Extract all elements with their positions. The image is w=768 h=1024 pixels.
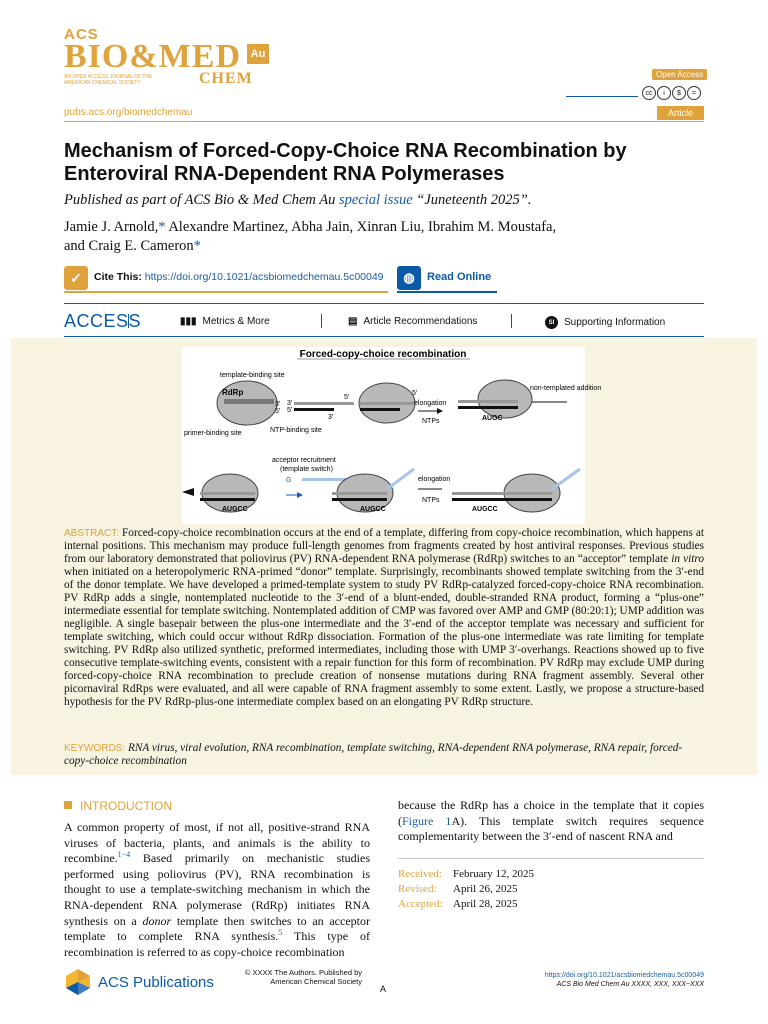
intro-text: A). This template switch requires sequence complementarity between the 3′-end of nascent RNA and — [398, 813, 704, 844]
intro-text: Based primarily on mechanistic studies performed using poliovirus (PV), RNA recombination is thought to use a template-switching mechanism in which the RNA-dependent RNA polymerase (RdRp) initiates RNA synthesis on a — [64, 851, 370, 928]
article-title: Mechanism of Forced-Copy-Choice RNA Recombination by Enteroviral RNA-Dependent RNA Polymerases — [64, 140, 627, 185]
supporting-info-button[interactable] — [545, 316, 665, 329]
footer-journal-ref: ACS Bio Med Chem Au XXXX, XXX, XXX−XXX — [556, 981, 704, 988]
recommendations-button[interactable] — [348, 316, 477, 327]
intro-donor: donor — [142, 913, 172, 928]
abstract-text — [64, 527, 704, 709]
page-number: A — [380, 984, 387, 994]
globe-icon[interactable]: ◍ — [397, 266, 421, 290]
license-divider — [566, 96, 638, 97]
label-ntps: NTPs — [422, 497, 440, 504]
label-ntps: NTPs — [422, 418, 440, 425]
read-online-link[interactable]: Read Online — [427, 271, 492, 283]
section-heading-text: INTRODUCTION — [80, 799, 172, 813]
label-3g: G — [286, 477, 292, 484]
article-dates — [398, 867, 534, 912]
si-icon: SI — [545, 316, 558, 329]
metrics-button[interactable] — [180, 316, 270, 327]
logo-acs-text: ACS — [64, 26, 99, 43]
author-list — [64, 218, 704, 256]
label-rdrp: RdRp — [222, 388, 244, 397]
read-online-underline — [397, 291, 497, 293]
label-elongation: elongation — [418, 476, 451, 483]
logo-au-badge: Au — [247, 44, 269, 64]
label-acceptor-recruitment: acceptor recruitment — [272, 457, 336, 464]
acs-publications-logo[interactable] — [64, 968, 214, 996]
label-5-prime: 5' — [344, 394, 350, 401]
by-icon: i — [657, 86, 671, 100]
intro-text: template then switches to an acceptor template to complete RNA synthesis. — [64, 913, 370, 944]
cc-icon: cc — [642, 86, 656, 100]
label-5-prime: 5' — [287, 407, 293, 414]
keywords-text: RNA virus, viral evolution, RNA recombination, template switching, RNA-dependent RNA polymerase, RNA repair, forced-copy-choice recombination — [64, 742, 683, 767]
revised-label: Revised: — [398, 883, 437, 895]
section-heading — [64, 799, 172, 813]
corresponding-star[interactable]: * — [158, 219, 166, 235]
acs-publications-text: ACS Publications — [98, 973, 214, 991]
special-issue-link[interactable]: special issue — [338, 192, 413, 208]
bar-chart-icon: ▮▮▮ — [180, 316, 197, 327]
label-primer-binding-site: primer-binding site — [184, 430, 242, 437]
nd-icon: = — [687, 86, 701, 100]
authors-rest[interactable]: Alexandre Martinez, Abha Jain, Xinran Liu, Ibrahim M. Moustafa, — [165, 219, 557, 235]
accepted-label: Accepted: — [398, 898, 443, 910]
label-ntp-binding-site: NTP-binding site — [270, 427, 322, 434]
cite-label: Cite This: — [94, 271, 142, 283]
intro-text: A common property of most, if not all, positive-strand RNA viruses of bacteria, plants, and animals is the ability to recombine. — [64, 820, 370, 866]
received-label: Received: — [398, 868, 442, 880]
label-template-binding-site: template-binding site — [220, 372, 285, 379]
intro-left-column — [64, 820, 370, 960]
journal-logo — [64, 26, 274, 90]
label-3-prime: 3' — [275, 401, 281, 408]
abstract-part-2: when initiated on a heteropolymeric RNA-primed “donor” template. Surprisingly, recombinants showed template switching from the 3′-end of the donor template. We have developed a primed-template system to study PV RdRp-catalyzed forced-copy-choice RNA recombination. PV RdRp adds a single, nontemplated nucleotide to the 3′-end of a blunt-ended, double-stranded RNA product, forming a “plus-one” intermediate essential for template switching. Nontemplated addition of CMP was favored over AMP and GMP (80:20:1); UMP addition was negligible. A single basepair between the plus-one intermediate and the 3′-end of the acceptor template was necessary and sufficient for template switching, which could occur without RdRp dissociation. Formation of the plus-one intermediate was rate limiting for template switching. PV RdRp also utilized synthetic, preformed intermediates, including those with UMP 3′-overhangs. Reactions showed up to five consecutive template-switching events, consistent with a repair function for this form of recombination. PV RdRp may exclude UMP during forced-copy-choice RNA recombination to preclude creation of nonsense mutations during RNA fragment assembly. Several other picornaviral RdRps were evaluated, and all were capable of RNA fragment assembly to some extent. Lastly, we propose a structure-based hypothesis for the PV RdRp-plus-one intermediate complex based on an elongating PV RdRp structure. — [64, 566, 704, 708]
toc-graphic[interactable] — [182, 347, 602, 524]
label-elongation: elongation — [414, 400, 447, 407]
intro-right-column — [398, 798, 704, 845]
corresponding-star[interactable]: * — [193, 238, 201, 254]
reference-link[interactable]: 1−4 — [117, 850, 131, 860]
label-non-templated-addition: non-templated addition — [530, 385, 602, 392]
published-suffix: “Juneteenth 2025”. — [412, 192, 532, 208]
reference-link[interactable]: 5 — [278, 928, 283, 938]
label-5-prime: 5' — [275, 408, 281, 415]
cc-license-icons[interactable] — [642, 86, 701, 100]
keywords — [64, 742, 704, 768]
abstract-part-1: Forced-copy-choice recombination occurs at the end of a template, differing from copy-choice recombination, which happens at internal positions. This mechanism may produce full-length genomes from fragments created by host antiviral responses. Previous studies from our laboratory demonstrated that poliovirus (PV) RNA-dependent RNA polymerase (RdRp) switches to an “acceptor” template — [64, 527, 704, 565]
label-augcc: AUGCC — [360, 506, 386, 513]
intro-text: This type of recombination is referred to as copy-choice recombination — [64, 929, 370, 959]
access-label: ACCESS — [64, 311, 142, 331]
abstract-label: ABSTRACT: — [64, 528, 120, 539]
received-date: February 12, 2025 — [453, 868, 534, 880]
figure-link[interactable]: Figure 1 — [402, 813, 452, 828]
document-icon: ▤ — [348, 316, 358, 327]
metrics-label: Metrics & More — [202, 316, 270, 327]
accepted-date: April 28, 2025 — [453, 898, 518, 910]
published-note — [64, 192, 531, 209]
label-augcc: AUGCC — [222, 506, 248, 513]
cite-this — [94, 271, 384, 283]
header-divider — [64, 121, 704, 122]
cite-icon[interactable]: ✓ — [64, 266, 88, 290]
logo-chem-text: CHEM — [199, 70, 253, 87]
square-icon — [64, 801, 72, 809]
toc-title: Forced-copy-choice recombination — [299, 349, 467, 360]
supporting-label: Supporting Information — [564, 317, 666, 328]
label-augc: AUGC — [482, 415, 503, 422]
label-augcc: AUGCC — [472, 506, 498, 513]
access-separator — [511, 314, 512, 328]
doi-link[interactable]: https://doi.org/10.1021/acsbiomedchemau.5c00049 — [144, 271, 384, 283]
acs-hexagon-icon — [64, 968, 92, 996]
logo-main-text: BIO&MED — [64, 38, 241, 75]
logo-subtitle: AN OPEN ACCESS JOURNAL OF THE AMERICAN CHEMICAL SOCIETY — [64, 74, 153, 86]
keywords-label: KEYWORDS: — [64, 743, 126, 754]
access-bar-bottom-rule — [64, 336, 704, 337]
dates-divider — [398, 858, 704, 859]
published-prefix: Published as part of ACS Bio & Med Chem Au — [64, 192, 339, 208]
label-5-prime: 5' — [412, 390, 418, 397]
recommendations-label: Article Recommendations — [363, 316, 478, 327]
open-access-badge: Open Access — [652, 69, 707, 80]
journal-url[interactable]: pubs.acs.org/biomedchemau — [64, 107, 193, 118]
label-3-prime: 3' — [328, 414, 334, 421]
revised-date: April 26, 2025 — [453, 883, 518, 895]
author-arnold[interactable]: Jamie J. Arnold, — [64, 219, 159, 235]
label-template-switch: (template switch) — [280, 466, 333, 473]
access-separator — [128, 314, 129, 328]
author-cameron[interactable]: and Craig E. Cameron — [64, 238, 194, 254]
label-3-prime: 3' — [287, 400, 293, 407]
article-type-badge: Article — [657, 106, 704, 120]
copyright: © XXXX The Authors. Published by American Chemical Society — [244, 968, 362, 986]
footer-doi-link[interactable]: https://doi.org/10.1021/acsbiomedchemau.5c00049 — [544, 972, 704, 979]
abstract-in-vitro: in vitro — [671, 553, 704, 565]
cite-underline — [64, 291, 388, 293]
access-separator — [321, 314, 322, 328]
intro-text: because the RdRp has a choice in the template that it copies ( — [398, 798, 704, 828]
nc-icon: $ — [672, 86, 686, 100]
access-bar-top-rule — [64, 303, 704, 304]
